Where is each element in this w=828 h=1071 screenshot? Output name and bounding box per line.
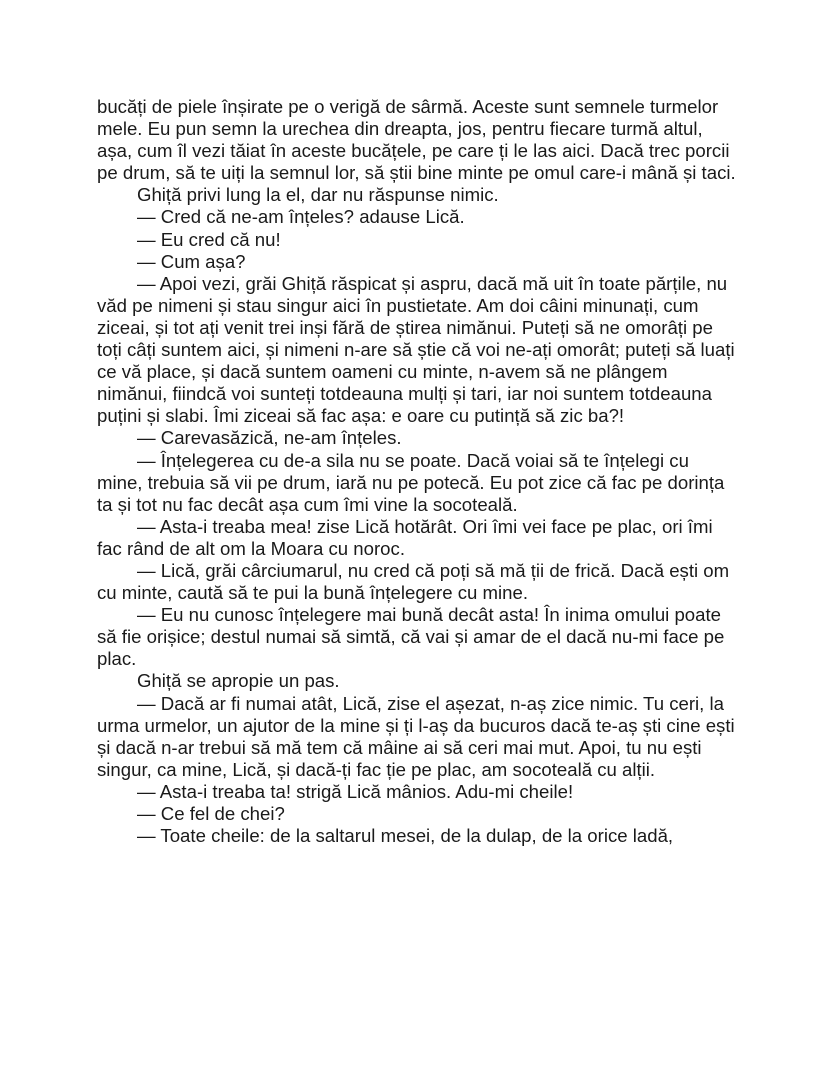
paragraph: — Eu cred că nu! [137,228,281,250]
paragraph: Ghiță privi lung la el, dar nu răspunse nimic. [137,184,499,206]
paragraph: — Eu nu cunosc înțelegere mai bună decât asta! În inima omului poate să fie orișice; destul numai să simtă, că vai și amar de el dacă nu-mi face pe plac. [97,604,725,670]
paragraph: — Dacă ar fi numai atât, Lică, zise el așezat, n-aș zice nimic. Tu ceri, la urma urmelor, un ajutor de la mine și ți l-aș da bucuros dacă te-aș ști cine ești și dacă n-ar trebui să mă tem că mâine ai să ceri mai mut. Apoi, tu nu ești singur, ca mine, Lică, și dacă-ți fac ție pe plac, am socoteală cu alții. [97,692,735,780]
paragraph: — Asta-i treaba mea! zise Lică hotărât. Ori îmi vei face pe plac, ori îmi fac rând de alt om la Moara cu noroc. [97,515,713,559]
body-text [97,96,737,847]
paragraph: — Cred că ne-am înțeles? adause Lică. [137,206,465,228]
paragraph: — Lică, grăi cârciumarul, nu cred că poți să mă ții de frică. Dacă ești om cu minte, caută să te pui la bună înțelegere cu mine. [97,559,730,604]
paragraph: — Apoi vezi, grăi Ghiță răspicat și aspru, dacă mă uit în toate părțile, nu văd pe nimeni și stau singur aici în pustietate. Am doi câini minunați, cum ziceai, și tot ați venit trei inși fără de știrea nimănui. Puteți să ne omorâți pe toți câți suntem aici, și nimeni n-are să știe că voi ne-ați omorât; puteți să luați ce vă place, și dacă suntem oameni cu minte, n-avem să ne plângem nimănui, fiindcă voi sunteți totdeauna mulți și tari, iar noi suntem totdeauna puțini și slabi. Îmi ziceai să fac așa: e oare cu putință să zic ba?! [97,272,735,427]
paragraph: — Înțelegerea cu de-a sila nu se poate. Dacă voiai să te înțelegi cu mine, trebuia să vii pe drum, iară nu pe potecă. Eu pot zice că fac pe dorința ta și tot nu fac decât așa cum îmi vine la socoteală. [97,449,725,515]
paragraph: Ghiță se apropie un pas. [137,670,340,692]
paragraph: — Carevasăzică, ne-am înțeles. [137,427,402,449]
paragraph: — Cum așa? [137,250,246,272]
paragraph: bucăți de piele înșirate pe o verigă de sârmă. Aceste sunt semnele turmelor mele. Eu pun semn la urechea din dreapta, jos, pentru fiecare turmă altul, așa, cum îl vezi tăiat în aceste bucățele, pe care ți le las aici. Dacă trec porcii pe drum, să te uiți la semnul lor, să știi bine minte pe omul care-i mână și taci. [97,96,736,184]
paragraph: — Toate cheile: de la saltarul mesei, de la dulap, de la orice ladă, [137,825,674,847]
paragraph: — Ce fel de chei? [137,803,285,824]
paragraph: — Asta-i treaba ta! strigă Lică mânios. Adu-mi cheile! [137,780,574,802]
